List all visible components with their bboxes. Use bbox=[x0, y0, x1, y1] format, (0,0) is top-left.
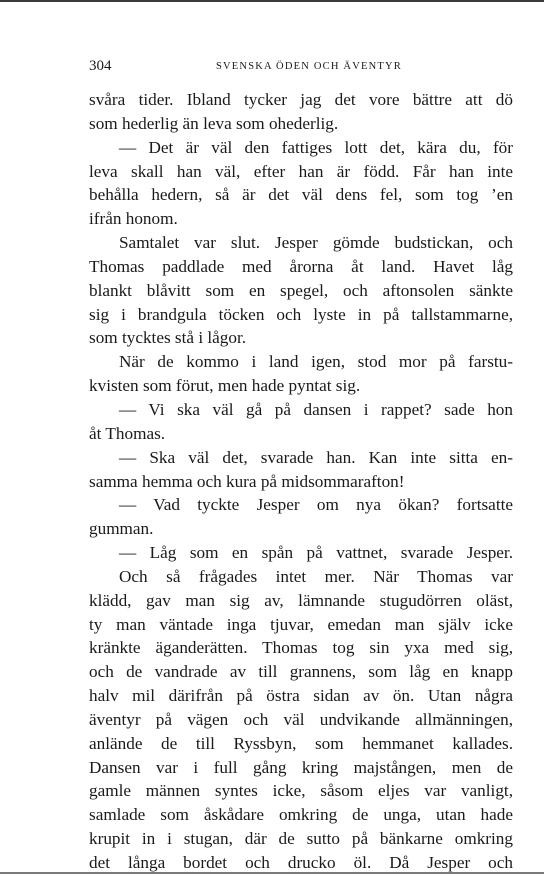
text-line: som tycktes stå i lågor. bbox=[89, 328, 247, 348]
text-line: — Låg som en spån på vattnet, svarade Jesper. bbox=[119, 543, 513, 563]
page-number: 304 bbox=[89, 58, 112, 74]
text-line: anlände de till Ryssbyn, som hemmanet kallades. bbox=[89, 733, 513, 753]
text-line: krupit in i stugan, där de sutto på bänkarne omkring bbox=[89, 829, 513, 849]
text-line: kvisten som förut, men hade pyntat sig. bbox=[89, 376, 361, 396]
text-line: Och så frågades intet mer. När Thomas var bbox=[119, 566, 513, 586]
text-line: samlade som åskådare omkring de unga, utan hade bbox=[89, 805, 513, 825]
page-header bbox=[89, 58, 513, 78]
text-line: gamle männen syntes icke, såsom eljes var vanligt, bbox=[89, 781, 513, 801]
text-line: som hederlig än leva som ohederlig. bbox=[89, 113, 339, 133]
text-line: gumman. bbox=[89, 519, 154, 539]
text-line: Samtalet var slut. Jesper gömde budstickan, och bbox=[119, 233, 513, 253]
text-line: behålla hedern, så är det väl dens fel, som tog ’en bbox=[89, 185, 513, 205]
text-line: ty man väntade inga tjuvar, emedan man själv icke bbox=[89, 614, 513, 634]
text-line: — Vad tyckte Jesper om nya ökan? fortsatte bbox=[119, 495, 513, 515]
text-line: Thomas paddlade med årorna åt land. Havet låg bbox=[89, 256, 513, 276]
body-text bbox=[89, 88, 513, 875]
text-line: och de vandrade av till grannens, som låg en knapp bbox=[89, 662, 513, 682]
page-top-edge bbox=[0, 0, 544, 2]
text-line: sig i brandgula töcken och lyste in på tallstammarne, bbox=[89, 304, 513, 324]
text-line: äventyr på vägen och väl undvikande allmänningen, bbox=[89, 709, 513, 729]
running-title: SVENSKA ÖDEN OCH ÄVENTYR bbox=[215, 61, 402, 72]
text-line: — Det är väl den fattiges lott det, kära du, för bbox=[119, 137, 513, 157]
text-line: När de kommo i land igen, stod mor på farstu- bbox=[119, 352, 513, 372]
text-line: åt Thomas. bbox=[89, 423, 166, 443]
text-line: leva skall han väl, efter han är född. Får han inte bbox=[89, 161, 513, 181]
text-line: — Vi ska väl gå på dansen i rappet? sade hon bbox=[119, 399, 513, 419]
text-line: halv mil därifrån på östra sidan av ön. Utan några bbox=[89, 686, 513, 706]
text-line: samma hemma och kura på midsommarafton! bbox=[89, 471, 405, 491]
text-line: — Ska väl det, svarade han. Kan inte sitta en- bbox=[119, 447, 513, 467]
text-line: Dansen var i full gång kring majstången, men de bbox=[89, 757, 513, 777]
text-line: kränkte äganderätten. Thomas tog sin yxa med sig, bbox=[89, 638, 513, 658]
text-line: ifrån honom. bbox=[89, 209, 178, 229]
text-line: blankt blåvitt som en spegel, och aftonsolen sänkte bbox=[89, 280, 513, 300]
page-bottom-edge bbox=[0, 872, 544, 874]
text-line: klädd, gav man sig av, lämnande stugudörren oläst, bbox=[89, 590, 513, 610]
text-line: det långa bordet och drucko öl. Då Jesper och bbox=[89, 853, 513, 872]
text-line: svåra tider. Ibland tycker jag det vore bättre att dö bbox=[89, 90, 513, 109]
